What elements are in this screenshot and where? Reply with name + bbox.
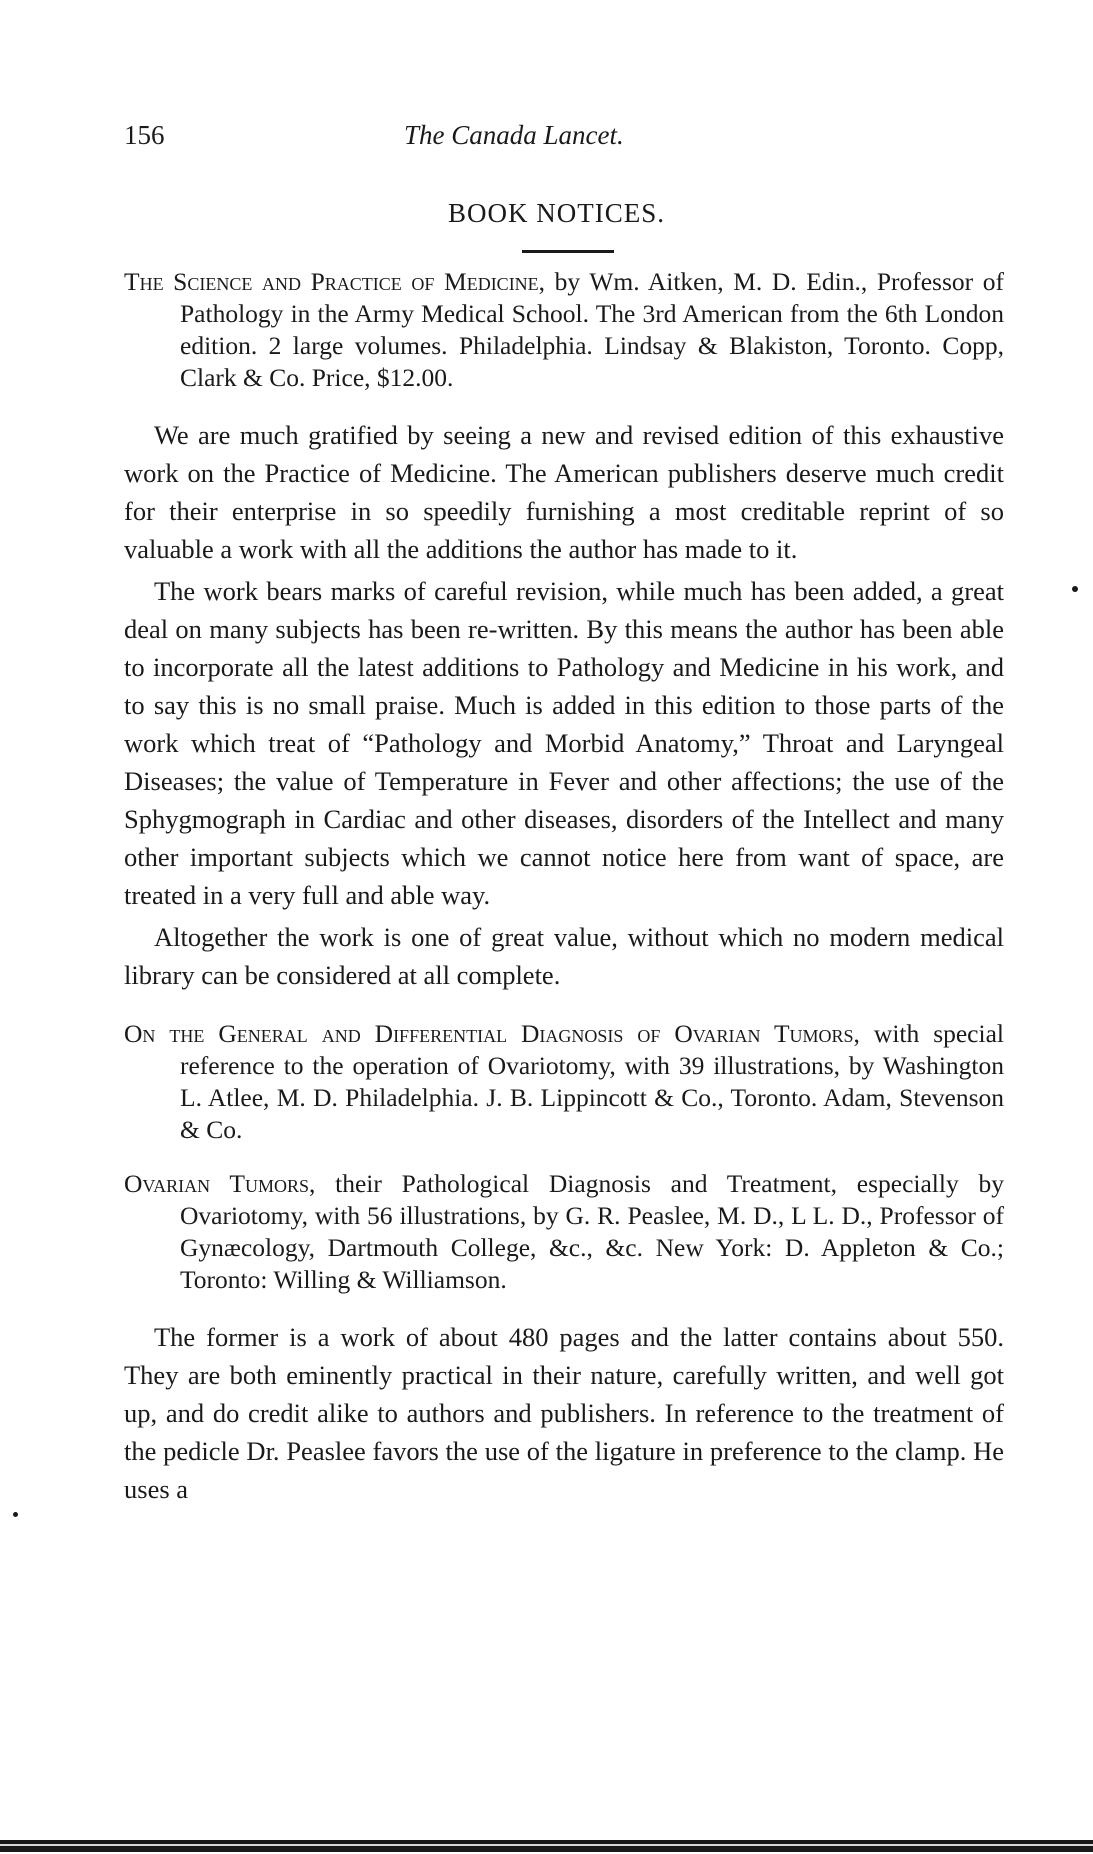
book-entry-title: The Science and Practice of Medicine, xyxy=(124,267,546,296)
bottom-scan-edge xyxy=(0,1840,1093,1852)
review-paragraph: Altogether the work is one of great value, without which no modern medical library can be considered at all complete. xyxy=(124,922,1004,990)
book-entry-aitken xyxy=(124,266,1004,394)
page-header xyxy=(124,120,1004,160)
book-entry-title: Ovarian Tumors, xyxy=(124,1169,316,1198)
bottom-scan-edge-gap xyxy=(0,1844,1093,1846)
section-title: BOOK NOTICES. xyxy=(447,198,665,228)
ink-speck xyxy=(1072,586,1078,592)
title-rule xyxy=(522,250,614,253)
ink-speck xyxy=(13,1512,18,1517)
running-title: The Canada Lancet. xyxy=(404,120,624,150)
book-entry-atlee xyxy=(124,1018,1004,1146)
review-paragraph: We are much gratified by seeing a new and revised edition of this exhaustive work on the Practice of Medicine. The American publishers deserve much credit for their enterprise in so speedily furnishing a most creditable reprint of so valuable a work with all the additions the author has made to it. xyxy=(124,420,1004,564)
book-entry-details: by Wm. Aitken, M. D. Edin., Professor of Pathology in the Army Medical School. The 3rd American from the 6th London edition. 2 large volumes. Philadelphia. Lindsay & Blakiston, Toronto. Copp, Clark & Co. Price, $12.00. xyxy=(180,267,1004,392)
book-entry-details: their Pathological Diagnosis and Treatment, especially by Ovariotomy, with 56 illustrations, by G. R. Peaslee, M. D., L L. D., Professor of Gynæcology, Dartmouth College, &c., &c. New York: D. Appleton & Co.; Toronto: Willing & Williamson. xyxy=(180,1169,1004,1294)
review-paragraph: The former is a work of about 480 pages and the latter contains about 550. They are both eminently practical in their nature, carefully written, and well got up, and do credit alike to authors and publishers. In reference to the treatment of the pedicle Dr. Peaslee favors the use of the ligature in preference to the clamp. He uses a xyxy=(124,1322,1004,1504)
review-paragraph: The work bears marks of careful revision, while much has been added, a great deal on many subjects has been re-written. By this means the author has been able to incorporate all the latest additions to Pathology and Medicine in his work, and to say this is no small praise. Much is added in this edition to those parts of the work which treat of “Pathology and Morbid Anatomy,” Throat and Laryngeal Diseases; the value of Temperature in Fever and other affections; the use of the Sphygmograph in Cardiac and other diseases, disorders of the Intellect and many other important subjects which we cannot notice here from want of space, are treated in a very full and able way. xyxy=(124,576,1004,910)
book-entry-title: On the General and Differential Diagnosis of Ovarian Tumors, xyxy=(124,1019,860,1048)
book-entry-details: with special reference to the operation of Ovariotomy, with 39 illustrations, by Washington L. Atlee, M. D. Philadelphia. J. B. Lippincott & Co., Toronto. Adam, Stevenson & Co. xyxy=(180,1019,1004,1144)
page-number: 156 xyxy=(124,120,165,150)
book-entry-peaslee xyxy=(124,1168,1004,1296)
article-body xyxy=(124,266,1004,1512)
